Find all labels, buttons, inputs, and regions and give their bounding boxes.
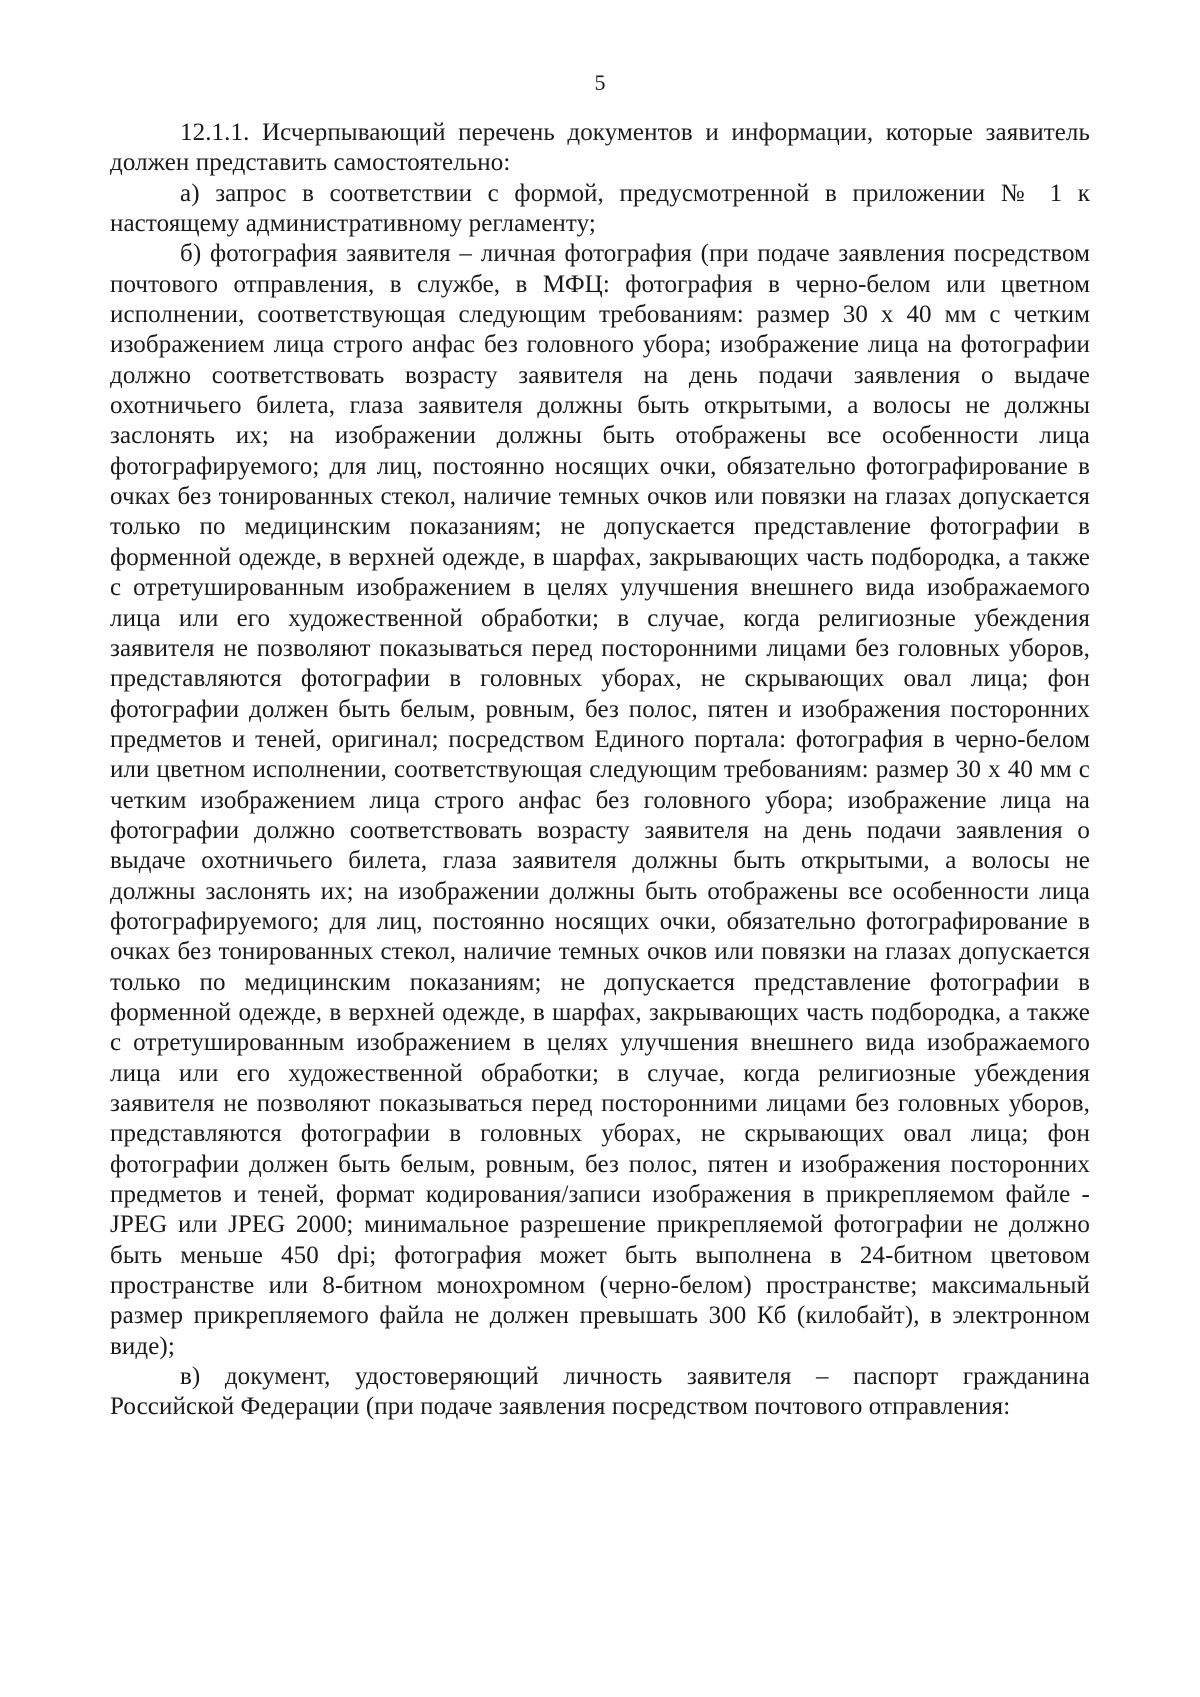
document-body bbox=[110, 118, 1090, 1423]
paragraph-item-v: в) документ, удостоверяющий личность заявителя – паспорт гражданина Российской Федерации (при подаче заявления посредством почтового отправления: bbox=[110, 1363, 1090, 1421]
paragraph-item-a: а) запрос в соответствии с формой, предусмотренной в приложении № 1 к настоящему административному регламенту; bbox=[110, 179, 1090, 238]
paragraph-item-b: б) фотография заявителя – личная фотография (при подаче заявления посредством почтового отправления, в службе, в МФЦ: фотография в черно-белом или цветном исполнении, соответствующая следующим требованиям: размер 30 х 40 мм с четким изображением лица строго анфас без головного убора; изображение лица на фотографии должно соответствовать возрасту заявителя на день подачи заявления о выдаче охотничьего билета, глаза заявителя должны быть открытыми, а волосы не должны заслонять их; на изображении должны быть отображены все особенности лица фотографируемого; для лиц, постоянно носящих очки, обязательно фотографирование в очках без тонированных стекол, наличие темных очков или повязки на глазах допускается только по медицинским показаниям; не допускается представление фотографии в форменной одежде, в верхней одежде, в шарфах, закрывающих часть подбородка, а также с отретушированным изображением в целях улучшения внешнего вида изображаемого лица или его художественной обработки; в случае, когда религиозные убеждения заявителя не позволяют показываться перед посторонними лицами без головных уборов, представляются фотографии в головных уборах, не скрывающих овал лица; фон фотографии должен быть белым, ровным, без полос, пятен и изображения посторонних предметов и теней, оригинал; посредством Единого портала: фотография в черно-белом или цветном исполнении, соответствующая следующим требованиям: размер 30 х 40 мм с четким изображением лица строго анфас без головного убора; изображение лица на фотографии должно соответствовать возрасту заявителя на день подачи заявления о выдаче охотничьего билета, глаза заявителя должны быть открытыми, а волосы не должны заслонять их; на изображении должны быть отображены все особенности лица фотографируемого; для лиц, постоянно носящих очки, обязательно фотографирование в очках без тонированных стекол, наличие темных очков или повязки на глазах допускается только по медицинским показаниям; не допускается представление фотографии в форменной одежде, в верхней одежде, в шарфах, закрывающих часть подбородка, а также с отретушированным изображением в целях улучшения внешнего вида изображаемого лица или его художественной обработки; в случае, когда религиозные убеждения заявителя не позволяют показываться перед посторонними лицами без головных уборов, представляются фотографии в головных уборах, не скрывающих овал лица; фон фотографии должен быть белым, ровным, без полос, пятен и изображения посторонних предметов и теней, формат кодирования/записи изображения в прикрепляемом файле - JPEG или JPEG 2000; минимальное разрешение прикрепляемой фотографии не должно быть меньше 450 dpi; фотография может быть выполнена в 24-битном цветовом пространстве или 8-битном монохромном (черно-белом) пространстве; максимальный размер прикрепляемого файла не должен превышать 300 Кб (килобайт), в электронном виде); bbox=[110, 240, 1090, 1360]
page-number: 5 bbox=[594, 70, 606, 95]
paragraph-12-1-1: 12.1.1. Исчерпывающий перечень документов и информации, которые заявитель должен представить самостоятельно: bbox=[110, 119, 1090, 177]
